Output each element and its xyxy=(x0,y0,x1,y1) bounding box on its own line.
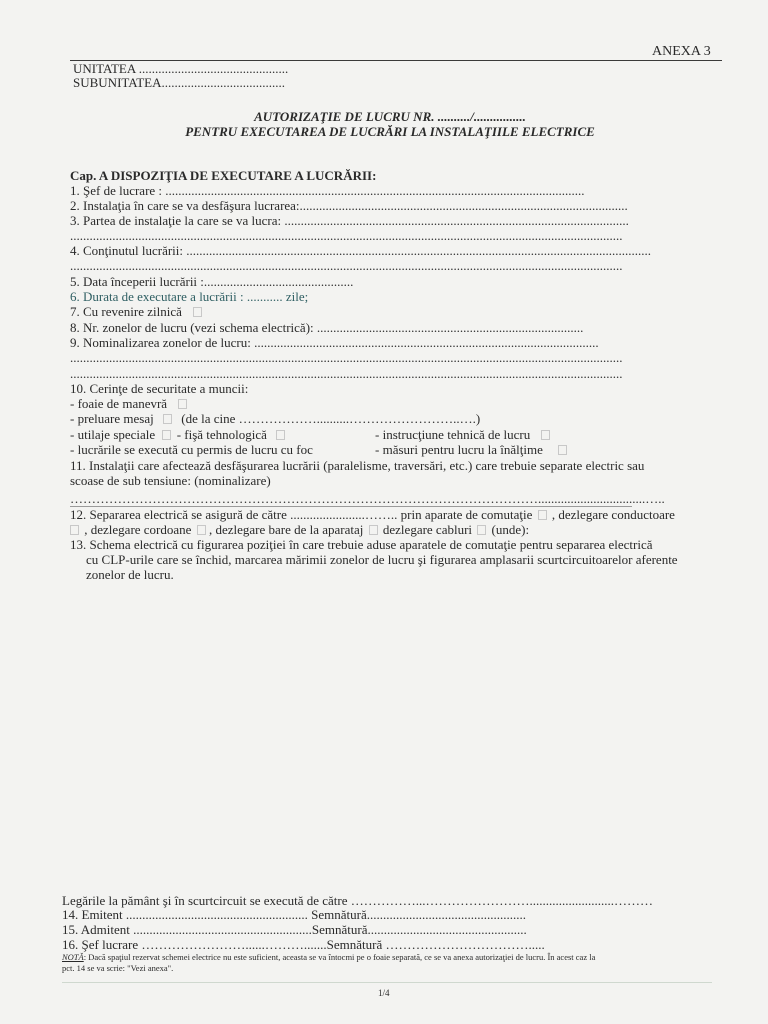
tech-instruction-label: - instrucţiune tehnică de lucru xyxy=(375,427,531,442)
bars-checkbox[interactable] xyxy=(369,525,378,535)
height-work xyxy=(375,442,569,457)
conductors-checkbox[interactable] xyxy=(70,525,79,535)
item-9: 9. Nominalizarea zonelor de lucru: .......................................................................................................... xyxy=(70,335,599,350)
where-label: (unde): xyxy=(491,522,530,537)
item-12-conductors: , dezlegare conductoare xyxy=(551,507,675,522)
item-9-continuation-1: .......................................................................................................................................................................... xyxy=(70,350,623,365)
message-label: - preluare mesaj xyxy=(70,411,154,426)
item-15-admitter: 15. Admitent .......................................................Semnătură................................................. xyxy=(62,922,527,937)
item-13: 13. Schema electrică cu figurarea poziţiei în care trebuie aduse aparatele de comutaţie pentru separarea electrică xyxy=(70,537,653,552)
item-5: 5. Data începerii lucrării :.............................................. xyxy=(70,274,354,289)
cables-checkbox[interactable] xyxy=(477,525,486,535)
item-16-work-lead: 16. Şef lucrare ……………………......……….......Semnătură ……………………………..... xyxy=(62,937,545,952)
switching-devices-checkbox[interactable] xyxy=(538,510,547,520)
fire-permit-label: - lucrările se execută cu permis de lucru cu foc xyxy=(70,442,313,457)
item-10-maneuver xyxy=(70,396,189,411)
item-14-issuer: 14. Emitent ........................................................ Semnătură................................................. xyxy=(62,907,527,922)
item-8: 8. Nr. zonelor de lucru (vezi schema electrică): .................................................................................. xyxy=(70,320,584,335)
item-10: 10. Cerinţe de securitate a muncii: xyxy=(70,381,249,396)
cables-label: dezlegare cabluri xyxy=(382,522,473,537)
footer-note xyxy=(62,952,595,963)
item-12-line-2 xyxy=(70,522,529,537)
item-12 xyxy=(70,507,675,522)
item-2: 2. Instalaţia în care se va desfăşura lucrarea:..................................................................................................... xyxy=(70,198,628,213)
schema-area[interactable] xyxy=(70,590,720,875)
item-12-text: 12. Separarea electrică se asigură de către .......................…….. prin aparate de comutaţie xyxy=(70,507,533,522)
special-equipment-checkbox[interactable] xyxy=(162,430,171,440)
tech-sheet-checkbox[interactable] xyxy=(276,430,285,440)
tech-sheet-label: - fişă tehnologică xyxy=(176,427,267,442)
cords-checkbox[interactable] xyxy=(197,525,206,535)
subunit-field: SUBUNITATEA...................................... xyxy=(73,75,286,90)
bars-label: , dezlegare bare de la aparataj xyxy=(208,522,364,537)
maneuver-sheet-label: - foaie de manevră xyxy=(70,396,168,411)
special-equipment-line xyxy=(70,427,287,442)
item-1: 1. Şef de lucrare : ................................................................................................................................. xyxy=(70,183,585,198)
item-3-continuation: .......................................................................................................................................................................... xyxy=(70,228,623,243)
authorization-subtitle: PENTRU EXECUTAREA DE LUCRĂRI LA INSTALAŢIILE ELECTRICE xyxy=(185,124,595,139)
note-label: NOTĂ xyxy=(62,952,84,962)
annex-label: ANEXA 3 xyxy=(652,44,711,59)
item-7-label: 7. Cu revenire zilnică xyxy=(70,304,182,319)
tech-instruction-checkbox[interactable] xyxy=(541,430,550,440)
message-from-field: (de la cine ………………..........……………………..….) xyxy=(181,411,481,426)
message-checkbox[interactable] xyxy=(163,414,172,424)
section-a-heading: Cap. A DISPOZIŢIA DE EXECUTARE A LUCRĂRII: xyxy=(70,168,377,183)
item-11: 11. Instalaţii care afectează desfăşurarea lucrării (paralelisme, traversări, etc.) care trebuie separate electric sau xyxy=(70,458,645,473)
item-6: 6. Durata de executare a lucrării : ........... zile; xyxy=(70,289,309,304)
height-work-checkbox[interactable] xyxy=(558,445,567,455)
maneuver-sheet-checkbox[interactable] xyxy=(178,399,187,409)
note-text: : Dacă spaţiul rezervat schemei electrice nu este suficient, aceasta se va întocmi pe o foaie separată, ce se va anexa autorizaţiei de lucru. În acest caz la xyxy=(83,952,596,962)
height-work-label: - măsuri pentru lucru la înălţime xyxy=(375,442,543,457)
footer-note-line-2: pct. 14 se va scrie: "Vezi anexa". xyxy=(62,963,174,973)
cords-label: , dezlegare cordoane xyxy=(84,522,192,537)
authorization-title: AUTORIZAŢIE DE LUCRU NR. ........../................ xyxy=(254,109,526,124)
item-13-line-2: cu CLP-urile care se închid, marcarea mărimii zonelor de lucru şi figurarea amplasarii scurtcircuitoarelor aferente xyxy=(86,552,678,567)
item-3: 3. Partea de instalaţie la care se va lucra: .......................................................................................................... xyxy=(70,213,629,228)
footer-rule xyxy=(62,982,712,983)
item-4: 4. Conţinutul lucrării: ............................................................................................................................................... xyxy=(70,243,652,258)
special-equipment-label: - utilaje speciale xyxy=(70,427,156,442)
daily-return-checkbox[interactable] xyxy=(193,307,202,317)
item-4-continuation: .......................................................................................................................................................................... xyxy=(70,258,623,273)
item-10-message xyxy=(70,411,480,426)
item-7 xyxy=(70,304,204,319)
unit-field: UNITATEA .............................................. xyxy=(73,61,289,76)
item-13-line-3: zonelor de lucru. xyxy=(86,567,174,582)
page-number: 1/4 xyxy=(378,988,390,998)
grounding-line: Legările la pământ şi în scurtcircuit se execută de către ……………...……………………..........................……… xyxy=(62,893,653,908)
item-11-line-2: scoase de sub tensiune: (nominalizare) xyxy=(70,473,271,488)
item-11-continuation: ……………………………………………………………………………………………….................................….. xyxy=(70,491,665,506)
tech-instruction xyxy=(375,427,552,442)
item-9-continuation-2: .......................................................................................................................................................................... xyxy=(70,366,623,381)
